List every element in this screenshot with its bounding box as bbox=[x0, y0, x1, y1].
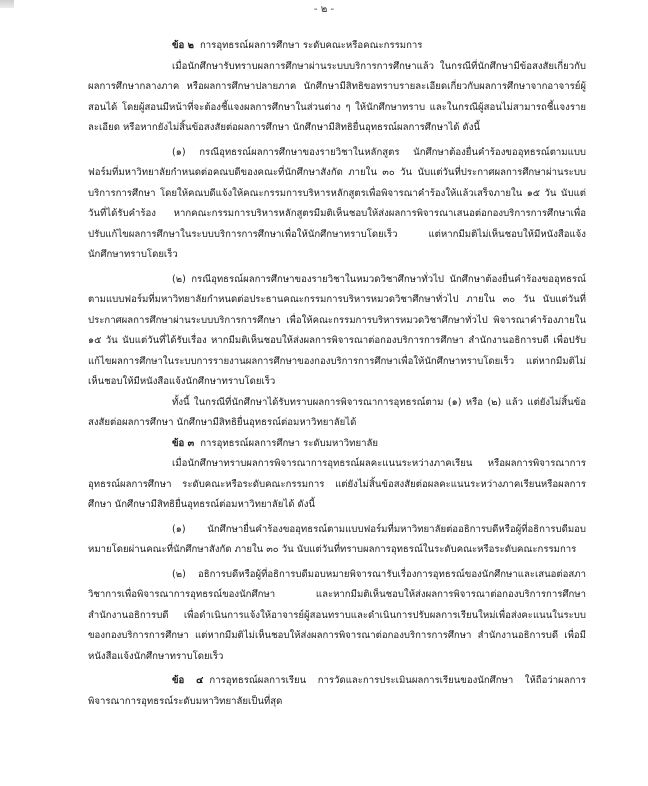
article-2-intro: เมื่อนักศึกษารับทราบผลการศึกษาผ่านระบบบริการการศึกษาแล้ว ในกรณีที่นักศึกษามีข้อสงสัยเกี่ยวกับผลการศึกษากลางภาค หรือผลการศึกษาปลายภาค นักศึกษามีสิทธิขอทราบรายละเอียดเกี่ยวกับผลการศึกษาจากอาจารย์ผู้สอนได้ โดยผู้สอนมีหน้าที่จะต้องชี้แจงผลการศึกษาในส่วนต่าง ๆ ให้นักศึกษาทราบ และในกรณีผู้สอนไม่สามารถชี้แจงรายละเอียด หรือหากยังไม่สิ้นข้อสงสัยต่อผลการศึกษา นักศึกษามีสิทธิยื่นอุทธรณ์ผลการศึกษาได้ ดังนี้ bbox=[88, 60, 586, 133]
article-2-heading bbox=[88, 36, 586, 57]
page-number: - ๒ - bbox=[313, 4, 335, 15]
article-2-number: ข้อ ๒ bbox=[172, 40, 194, 51]
article-3-number: ข้อ ๓ bbox=[172, 437, 195, 449]
article-3-heading bbox=[88, 434, 586, 455]
article-4-title: การอุทธรณ์ผลการเรียน การวัดและการประเมินผลการเรียนของนักศึกษา ให้ถือว่าผลการพิจารณาการอุทธรณ์ระดับมหาวิทยาลัยเป็นที่สุด bbox=[88, 675, 586, 707]
article-4-number: ข้อ ๔ bbox=[172, 675, 204, 686]
article-2-closing: ทั้งนี้ ในกรณีที่นักศึกษาได้รับทราบผลการพิจารณาการอุทธรณ์ตาม (๑) หรือ (๒) แล้ว แต่ยังไม่สิ้นข้อสงสัยต่อผลการศึกษา นักศึกษามีสิทธิยื่นอุทธรณ์ต่อมหาวิทยาลัยได้ bbox=[88, 396, 586, 428]
article-3-title: การอุทธรณ์ผลการศึกษา ระดับมหาวิทยาลัย bbox=[200, 437, 378, 449]
article-2-title: การอุทธรณ์ผลการศึกษา ระดับคณะหรือคณะกรรมการ bbox=[199, 40, 423, 51]
article-2-item-1: (๑) กรณีอุทธรณ์ผลการศึกษาของรายวิชาในหลักสูตร นักศึกษาต้องยื่นคำร้องขออุทธรณ์ตามแบบฟอร์มที่มหาวิทยาลัยกำหนดต่อคณบดีของคณะที่นักศึกษาสังกัด ภายใน ๓๐ วัน นับแต่วันที่ประกาศผลการศึกษาผ่านระบบบริการการศึกษา โดยให้คณบดีแจ้งให้คณะกรรมการบริหารหลักสูตรเพื่อพิจารณาคำร้องให้แล้วเสร็จภายใน ๑๕ วัน นับแต่วันที่ได้รับคำร้อง หากคณะกรรมการบริหารหลักสูตรมีมติเห็นชอบให้ส่งผลการพิจารณาเสนอต่อกองบริการการศึกษาเพื่อปรับแก้ไขผลการศึกษาในระบบบริการการศึกษาเพื่อให้นักศึกษาทราบโดยเร็ว แต่หากมีมติไม่เห็นชอบให้มีหนังสือแจ้งนักศึกษาทราบโดยเร็ว bbox=[88, 146, 586, 260]
article-4-heading bbox=[88, 671, 586, 712]
article-3-item-2: (๒) อธิการบดีหรือผู้ที่อธิการบดีมอบหมายพิจารณารับเรื่องการอุทธรณ์ของนักศึกษาและเสนอต่อสภาวิชาการเพื่อพิจารณาการอุทธรณ์ของนักศึกษา และหากมีมติเห็นชอบให้ส่งผลการพิจารณาต่อกองบริการการศึกษา สำนักงานอธิการบดี เพื่อดำเนินการแจ้งให้อาจารย์ผู้สอนทราบและดำเนินการปรับผลการเรียนใหม่เพื่อส่งคะแนนในระบบของกองบริการการศึกษา แต่หากมีมติไม่เห็นชอบให้ส่งผลการพิจารณาต่อกองบริการการศึกษา สำนักงานอธิการบดี เพื่อมีหนังสือแจ้งนักศึกษาทราบโดยเร็ว bbox=[88, 568, 586, 662]
document-body bbox=[88, 36, 586, 712]
article-2-item-2: (๒) กรณีอุทธรณ์ผลการศึกษาของรายวิชาในหมวดวิชาศึกษาทั่วไป นักศึกษาต้องยื่นคำร้องขออุทธรณ์ตามแบบฟอร์มที่มหาวิทยาลัยกำหนดต่อประธานคณะกรรมการบริหารหมวดวิชาศึกษาทั่วไป ภายใน ๓๐ วัน นับแต่วันที่ประกาศผลการศึกษาผ่านระบบบริการการศึกษา เพื่อให้คณะกรรมการบริหารหมวดวิชาศึกษาทั่วไป พิจารณาคำร้องภายใน ๑๕ วัน นับแต่วันที่ได้รับเรื่อง หากมีมติเห็นชอบให้ส่งผลการพิจารณาต่อกองบริการการศึกษา สำนักงานอธิการบดี เพื่อปรับแก้ไขผลการศึกษาในระบบการรายงานผลการศึกษาของกองบริการการศึกษาเพื่อให้นักศึกษาทราบโดยเร็ว แต่หากมีมติไม่เห็นชอบให้มีหนังสือแจ้งนักศึกษาทราบโดยเร็ว bbox=[88, 273, 586, 387]
article-3-item-1: (๑) นักศึกษายื่นคำร้องขออุทธรณ์ตามแบบฟอร์มที่มหาวิทยาลัยต่ออธิการบดีหรือผู้ที่อธิการบดีมอบหมายโดยผ่านคณะที่นักศึกษาสังกัด ภายใน ๓๐ วัน นับแต่วันที่ทราบผลการอุทธรณ์ในระดับคณะหรือระดับคณะกรรมการ bbox=[88, 523, 586, 555]
article-3-intro: เมื่อนักศึกษาทราบผลการพิจารณาการอุทธรณ์ผลคะแนนระหว่างภาคเรียน หรือผลการพิจารณาการอุทธรณ์ผลการศึกษา ระดับคณะหรือระดับคณะกรรมการ แต่ยังไม่สิ้นข้อสงสัยต่อผลคะแนนระหว่างภาคเรียนหรือผลการศึกษา นักศึกษามีสิทธิยื่นอุทธรณ์ต่อมหาวิทยาลัยได้ ดังนี้ bbox=[88, 458, 586, 510]
